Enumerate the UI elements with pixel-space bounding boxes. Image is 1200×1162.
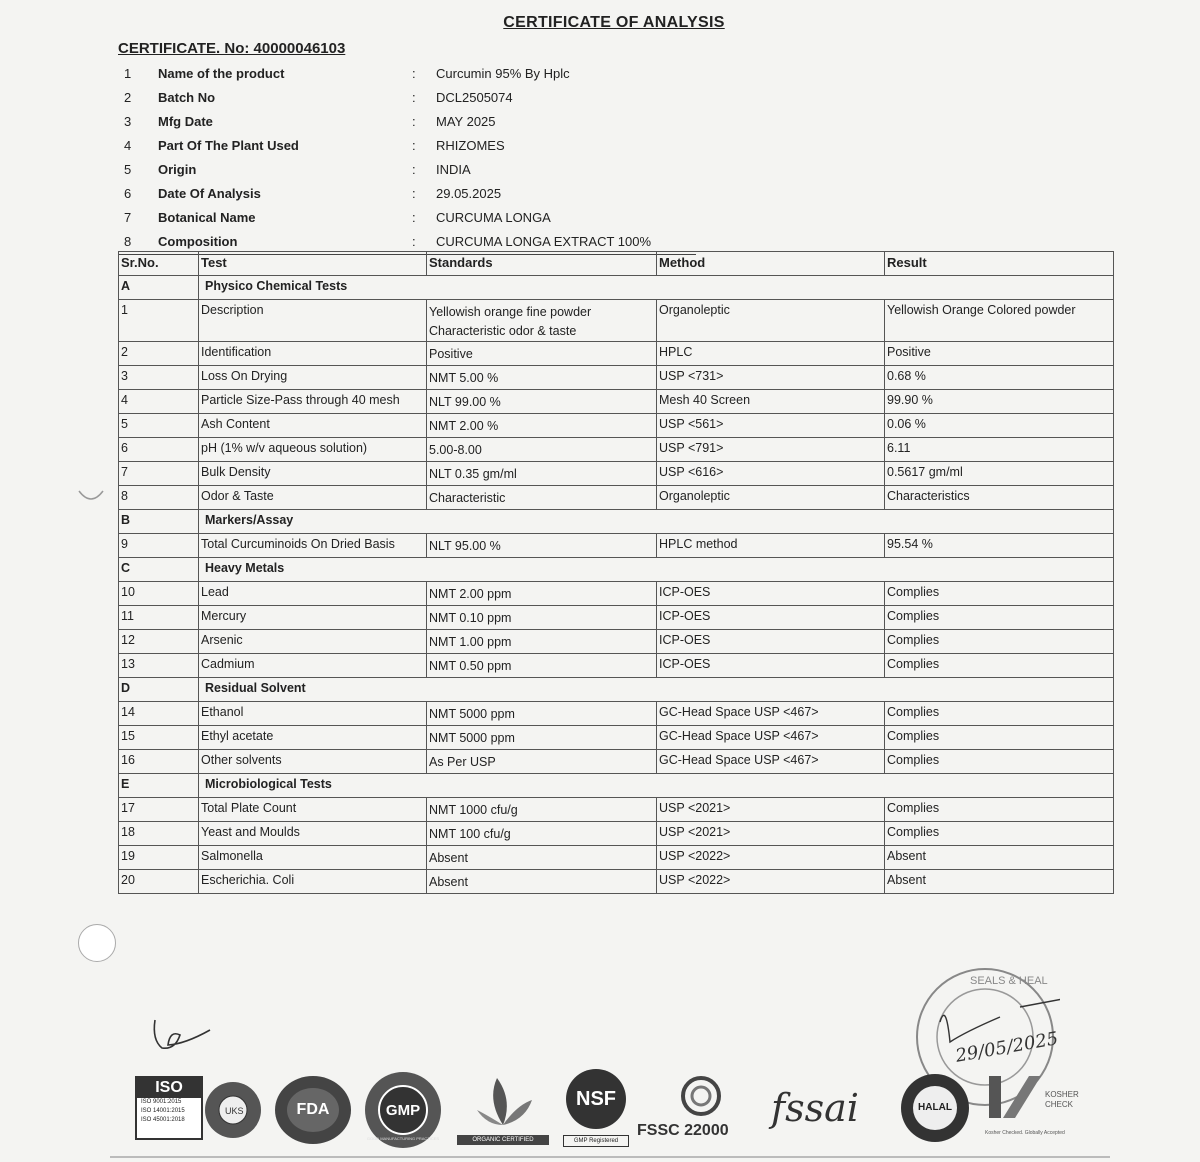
cell-standard-text: NLT 99.00 % [429, 395, 501, 409]
cell-standard [427, 534, 657, 558]
cell-srno: 16 [119, 750, 199, 774]
section-id: A [119, 276, 199, 300]
info-value: MAY 2025 [436, 114, 496, 129]
cell-method: ICP-OES [657, 654, 885, 678]
section-title: Residual Solvent [199, 678, 1114, 702]
cell-test: Lead [199, 582, 427, 606]
organic-logo-text: ORGANIC CERTIFIED [457, 1135, 549, 1145]
section-row [119, 276, 1114, 300]
fssai-logo-text: fssai [771, 1086, 859, 1130]
table-row [119, 438, 1114, 462]
table-row [119, 750, 1114, 774]
header-result: Result [885, 252, 1114, 276]
halal-logo [899, 1072, 971, 1144]
cell-test: Mercury [199, 606, 427, 630]
info-number: 1 [124, 66, 132, 81]
table-row [119, 870, 1114, 894]
cell-result: 0.5617 gm/ml [885, 462, 1114, 486]
cell-standard-text-2: Characteristic odor & taste [429, 324, 577, 338]
info-number: 7 [124, 210, 132, 225]
cell-result: Complies [885, 606, 1114, 630]
info-row [118, 86, 718, 110]
section-row [119, 510, 1114, 534]
cell-result: 99.90 % [885, 390, 1114, 414]
cell-method: USP <561> [657, 414, 885, 438]
uks-logo [203, 1080, 263, 1140]
cell-standard-text: NLT 0.35 gm/ml [429, 467, 517, 481]
cell-srno: 4 [119, 390, 199, 414]
section-id: D [119, 678, 199, 702]
cell-standard-text: NMT 2.00 % [429, 419, 499, 433]
info-row [118, 110, 718, 134]
fssc-logo [637, 1074, 765, 1146]
cell-method: GC-Head Space USP <467> [657, 702, 885, 726]
table-row [119, 534, 1114, 558]
nsf-logo [563, 1068, 629, 1146]
cell-method: GC-Head Space USP <467> [657, 726, 885, 750]
cell-srno: 2 [119, 342, 199, 366]
cell-standard [427, 486, 657, 510]
cell-standard-text: NMT 5.00 % [429, 371, 499, 385]
cell-srno: 8 [119, 486, 199, 510]
cell-standard [427, 438, 657, 462]
cell-standard [427, 798, 657, 822]
cell-srno: 3 [119, 366, 199, 390]
cell-srno: 14 [119, 702, 199, 726]
kosher-k-icon [985, 1072, 1041, 1122]
fssai-logo [771, 1068, 883, 1148]
info-value: DCL2505074 [436, 90, 513, 105]
cell-srno: 10 [119, 582, 199, 606]
certification-logos [135, 1060, 1115, 1150]
section-id: B [119, 510, 199, 534]
gmp-logo [363, 1070, 443, 1150]
cell-method: USP <616> [657, 462, 885, 486]
info-row [118, 206, 718, 230]
cell-srno: 9 [119, 534, 199, 558]
gmp-ring-text: GOOD MANUFACTURING PRACTICES [366, 1136, 440, 1141]
cell-method: HPLC [657, 342, 885, 366]
table-row [119, 486, 1114, 510]
iso-standard-2: ISO 14001:2015 [141, 1108, 185, 1114]
cell-standard-text: NMT 0.10 ppm [429, 611, 512, 625]
info-value: INDIA [436, 162, 471, 177]
handwritten-signature [140, 1010, 230, 1060]
iso-logo [135, 1076, 203, 1140]
cell-standard [427, 630, 657, 654]
table-row [119, 846, 1114, 870]
info-colon: : [412, 186, 416, 201]
table-row [119, 366, 1114, 390]
cell-standard [427, 582, 657, 606]
cell-test: Particle Size-Pass through 40 mesh [199, 390, 427, 414]
cell-result: Complies [885, 630, 1114, 654]
fssc-swirl-icon [671, 1074, 731, 1120]
cell-srno: 6 [119, 438, 199, 462]
cell-standard-text: Absent [429, 851, 468, 865]
iso-standard-1: ISO 9001:2015 [141, 1099, 182, 1105]
table-row [119, 582, 1114, 606]
kosher-logo [985, 1072, 1115, 1144]
info-row [118, 62, 718, 86]
table-row [119, 726, 1114, 750]
cell-result: Complies [885, 750, 1114, 774]
cell-srno: 11 [119, 606, 199, 630]
cell-result: Complies [885, 726, 1114, 750]
cell-srno: 13 [119, 654, 199, 678]
info-colon: : [412, 210, 416, 225]
cell-standard-text: NMT 100 cfu/g [429, 827, 511, 841]
info-colon: : [412, 138, 416, 153]
info-label: Origin [158, 162, 197, 177]
info-number: 8 [124, 234, 132, 249]
info-value: Curcumin 95% By Hplc [436, 66, 570, 81]
cell-method: Mesh 40 Screen [657, 390, 885, 414]
nsf-logo-text: NSF [576, 1088, 616, 1110]
cell-standard [427, 654, 657, 678]
cell-standard [427, 750, 657, 774]
cell-result: Complies [885, 822, 1114, 846]
info-label: Name of the product [158, 66, 285, 81]
info-value: RHIZOMES [436, 138, 505, 153]
cell-srno: 7 [119, 462, 199, 486]
cell-standard [427, 342, 657, 366]
section-id: E [119, 774, 199, 798]
cell-standard [427, 870, 657, 894]
cell-method: ICP-OES [657, 630, 885, 654]
cell-standard [427, 606, 657, 630]
organic-logo [457, 1070, 549, 1142]
punch-hole [72, 472, 110, 510]
cell-standard [427, 822, 657, 846]
halal-logo-text: HALAL [918, 1102, 952, 1113]
cell-result: Positive [885, 342, 1114, 366]
info-colon: : [412, 234, 416, 249]
info-number: 5 [124, 162, 132, 177]
table-row [119, 300, 1114, 342]
header-srno: Sr.No. [119, 252, 199, 276]
cell-standard-text: NMT 5000 ppm [429, 707, 515, 721]
cell-srno: 19 [119, 846, 199, 870]
cell-result: Complies [885, 702, 1114, 726]
cell-test: Bulk Density [199, 462, 427, 486]
section-title: Markers/Assay [199, 510, 1114, 534]
document-title: CERTIFICATE OF ANALYSIS [503, 14, 725, 31]
section-row [119, 678, 1114, 702]
cell-test: Other solvents [199, 750, 427, 774]
table-row [119, 390, 1114, 414]
info-colon: : [412, 114, 416, 129]
cell-method: USP <791> [657, 438, 885, 462]
cell-method: USP <2021> [657, 822, 885, 846]
cell-standard-text: NMT 0.50 ppm [429, 659, 512, 673]
section-id: C [119, 558, 199, 582]
info-value: CURCUMA LONGA EXTRACT 100% [436, 234, 652, 249]
cell-result: 6.11 [885, 438, 1114, 462]
cell-result: 0.68 % [885, 366, 1114, 390]
cell-srno: 1 [119, 300, 199, 342]
cell-method: Organoleptic [657, 300, 885, 342]
kosher-sub-text: Kosher Checked. Globally Accepted [985, 1130, 1065, 1136]
info-label: Mfg Date [158, 114, 213, 129]
table-row [119, 702, 1114, 726]
cell-standard-text: NMT 1.00 ppm [429, 635, 512, 649]
table-row [119, 630, 1114, 654]
cell-result: Complies [885, 654, 1114, 678]
cell-srno: 20 [119, 870, 199, 894]
info-number: 6 [124, 186, 132, 201]
fssc-logo-text: FSSC 22000 [637, 1122, 729, 1139]
footer-rule [110, 1156, 1110, 1158]
info-value: CURCUMA LONGA [436, 210, 551, 225]
cell-test: Salmonella [199, 846, 427, 870]
cell-method: ICP-OES [657, 582, 885, 606]
nsf-sub-text: GMP Registered [563, 1135, 629, 1147]
cell-standard [427, 300, 657, 342]
cell-result: Yellowish Orange Colored powder [885, 300, 1114, 342]
table-row [119, 798, 1114, 822]
cell-method: USP <731> [657, 366, 885, 390]
cell-test: pH (1% w/v aqueous solution) [199, 438, 427, 462]
cell-srno: 15 [119, 726, 199, 750]
cell-standard-text: As Per USP [429, 755, 496, 769]
header-standards: Standards [427, 252, 657, 276]
cell-standard-text: Characteristic [429, 491, 506, 505]
cell-method: HPLC method [657, 534, 885, 558]
iso-standard-3: ISO 45001:2018 [141, 1117, 185, 1123]
cell-result: Complies [885, 798, 1114, 822]
info-label: Batch No [158, 90, 216, 105]
cell-test: Total Curcuminoids On Dried Basis [199, 534, 427, 558]
info-value: 29.05.2025 [436, 186, 502, 201]
cell-standard [427, 462, 657, 486]
cell-test: Ethyl acetate [199, 726, 427, 750]
section-row [119, 774, 1114, 798]
handwritten-date: 29/05/2025 [953, 1028, 1060, 1067]
product-info [118, 62, 718, 255]
info-label: Date Of Analysis [158, 186, 261, 201]
cell-test: Yeast and Moulds [199, 822, 427, 846]
table-row [119, 822, 1114, 846]
gmp-logo-text: GMP [385, 1102, 421, 1119]
uks-logo-graphic [203, 1080, 263, 1140]
cell-test: Ethanol [199, 702, 427, 726]
cell-srno: 12 [119, 630, 199, 654]
cell-test: Identification [199, 342, 427, 366]
iso-logo-text: ISO [137, 1078, 201, 1098]
info-number: 2 [124, 90, 132, 105]
cell-method: USP <2022> [657, 846, 885, 870]
cell-standard-text: 5.00-8.00 [429, 443, 482, 457]
info-row [118, 134, 718, 158]
cell-srno: 5 [119, 414, 199, 438]
section-title: Physico Chemical Tests [199, 276, 1114, 300]
cell-standard-text: Yellowish orange fine powder [429, 305, 592, 319]
cell-srno: 18 [119, 822, 199, 846]
cell-result: Characteristics [885, 486, 1114, 510]
cell-standard-text: Absent [429, 875, 468, 889]
section-title: Microbiological Tests [199, 774, 1114, 798]
cell-method: USP <2022> [657, 870, 885, 894]
cell-result: 0.06 % [885, 414, 1114, 438]
cell-result: Complies [885, 582, 1114, 606]
table-row [119, 414, 1114, 438]
cell-test: Ash Content [199, 414, 427, 438]
kosher-logo-text: KOSHER CHECK [1045, 1090, 1079, 1109]
info-label: Composition [158, 234, 238, 249]
cell-standard-text: NMT 1000 cfu/g [429, 803, 518, 817]
info-colon: : [412, 162, 416, 177]
leaf-icon [457, 1070, 549, 1130]
cell-method: ICP-OES [657, 606, 885, 630]
cell-standard-text: NMT 2.00 ppm [429, 587, 512, 601]
cell-standard-text: Positive [429, 347, 473, 361]
cell-test: Cadmium [199, 654, 427, 678]
cell-standard [427, 366, 657, 390]
cell-method: GC-Head Space USP <467> [657, 750, 885, 774]
cell-test: Loss On Drying [199, 366, 427, 390]
table-row [119, 342, 1114, 366]
header-method: Method [657, 252, 885, 276]
table-row [119, 606, 1114, 630]
fda-logo-text: FDA [296, 1101, 330, 1118]
svg-text:UKS: UKS [225, 1106, 244, 1116]
cell-standard [427, 702, 657, 726]
results-table [118, 251, 1114, 894]
punch-hole-arc [73, 473, 109, 509]
cell-standard [427, 390, 657, 414]
cell-standard-text: NMT 5000 ppm [429, 731, 515, 745]
info-colon: : [412, 90, 416, 105]
info-number: 3 [124, 114, 132, 129]
cell-test: Escherichia. Coli [199, 870, 427, 894]
cell-standard [427, 726, 657, 750]
info-colon: : [412, 66, 416, 81]
cell-test: Total Plate Count [199, 798, 427, 822]
section-row [119, 558, 1114, 582]
table-row [119, 462, 1114, 486]
certificate-number: CERTIFICATE. No: 40000046103 [118, 40, 346, 57]
section-title: Heavy Metals [199, 558, 1114, 582]
cell-result: Absent [885, 870, 1114, 894]
cell-test: Description [199, 300, 427, 342]
info-row [118, 182, 718, 206]
cell-standard-text: NLT 95.00 % [429, 539, 501, 553]
table-row [119, 654, 1114, 678]
cell-test: Odor & Taste [199, 486, 427, 510]
info-label: Botanical Name [158, 210, 256, 225]
stamp-text: SEALS & HEAL [970, 975, 1048, 987]
cell-method: USP <2021> [657, 798, 885, 822]
cell-result: Absent [885, 846, 1114, 870]
cell-method: Organoleptic [657, 486, 885, 510]
cell-srno: 17 [119, 798, 199, 822]
cell-standard [427, 846, 657, 870]
info-row [118, 158, 718, 182]
cell-test: Arsenic [199, 630, 427, 654]
header-test: Test [199, 252, 427, 276]
info-number: 4 [124, 138, 132, 153]
info-label: Part Of The Plant Used [158, 138, 299, 153]
punch-hole [78, 924, 116, 962]
cell-standard [427, 414, 657, 438]
table-header-row [119, 252, 1114, 276]
fda-logo [273, 1074, 353, 1146]
cell-result: 95.54 % [885, 534, 1114, 558]
